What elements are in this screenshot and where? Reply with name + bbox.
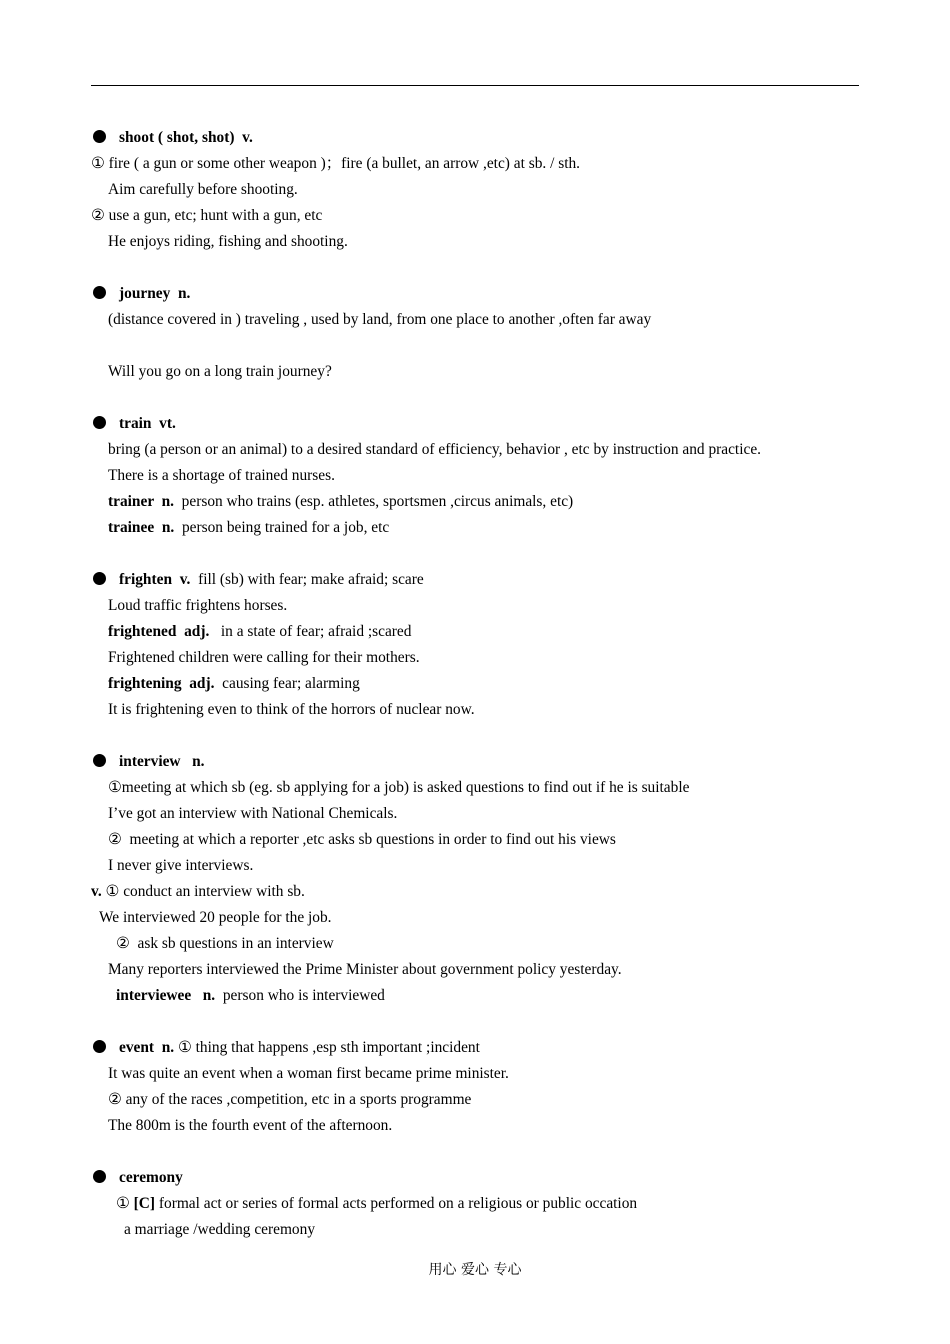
trainee-word: trainee n. (108, 519, 175, 536)
entry-interview-sense-1: ①meeting at which sb (eg. sb applying for a job) is asked questions to find out if he is suitable (108, 779, 690, 796)
entry-trainee (108, 518, 389, 538)
verb-label: v. (91, 883, 102, 900)
entry-interview-verb-example-1: We interviewed 20 people for the job. (99, 909, 332, 926)
page-footer: 用心 爱心 专心 (428, 1262, 522, 1278)
entry-journey-example: Will you go on a long train journey? (108, 363, 332, 380)
entry-interview-verb-sense-2: ② ask sb questions in an interview (116, 935, 334, 952)
countable-tag: [C] (133, 1195, 156, 1212)
entry-ceremony-sense-1: ① [C] formal act or series of formal acts performed on a religious or public occation (116, 1195, 638, 1212)
entry-interview-headword: interview n. (91, 752, 205, 772)
trainer-word: trainer n. (108, 493, 174, 510)
entry-train-example: There is a shortage of trained nurses. (108, 467, 335, 484)
entry-frighten-headword: frighten v. fill (sb) with fear; make afraid; scare (91, 570, 424, 590)
entry-interview-verb-example-2: Many reporters interviewed the Prime Minister about government policy yesterday. (108, 961, 622, 978)
entry-interview-example-1: I’ve got an interview with National Chemicals. (108, 805, 398, 822)
entry-ceremony-example-1: a marriage /wedding ceremony (124, 1221, 316, 1238)
entry-journey-definition: (distance covered in ) traveling , used by land, from one place to another ,often far away (108, 311, 652, 328)
entry-shoot-example-2: He enjoys riding, fishing and shooting. (108, 233, 348, 250)
entry-interview-sense-2: ② meeting at which a reporter ,etc asks sb questions in order to find out his views (108, 831, 616, 848)
bullet-icon (93, 416, 106, 429)
entry-shoot-sense-1: ① fire ( a gun or some other weapon )；fire (a bullet, an arrow ,etc) at sb. / sth. (91, 155, 581, 172)
entry-event-headword: event n. ① thing that happens ,esp sth important ;incident (91, 1038, 480, 1058)
entry-frightening (108, 674, 360, 694)
bullet-icon (93, 754, 106, 767)
entry-frighten-example: Loud traffic frightens horses. (108, 597, 288, 614)
entry-frightened (108, 622, 411, 642)
bullet-icon (93, 572, 106, 585)
frightening-definition: causing fear; alarming (214, 675, 360, 692)
frightening-word: frightening adj. (108, 675, 215, 692)
entry-event-example-1: It was quite an event when a woman first became prime minister. (108, 1065, 509, 1082)
entry-shoot-example-1: Aim carefully before shooting. (108, 181, 298, 198)
entry-frightened-example: Frightened children were calling for their mothers. (108, 649, 420, 666)
entry-train-definition: bring (a person or an animal) to a desired standard of efficiency, behavior , etc by instruction and practice. (108, 441, 761, 458)
entry-event-example-2: The 800m is the fourth event of the afternoon. (108, 1117, 393, 1134)
entry-frightening-example: It is frightening even to think of the horrors of nuclear now. (108, 701, 475, 718)
trainee-definition: person being trained for a job, etc (174, 519, 390, 536)
bullet-icon (93, 1040, 106, 1053)
entry-ceremony-headword: ceremony (91, 1168, 183, 1188)
interviewee-word: interviewee n. (116, 987, 216, 1004)
entry-shoot-sense-2: ② use a gun, etc; hunt with a gun, etc (91, 207, 323, 224)
entry-journey-headword: journey n. (91, 284, 190, 304)
entry-train-headword: train vt. (91, 414, 176, 434)
entry-trainer (108, 492, 573, 512)
bullet-icon (93, 130, 106, 143)
bullet-icon (93, 1170, 106, 1183)
entry-shoot-headword: shoot ( shot, shot) v. (91, 128, 253, 148)
trainer-definition: person who trains (esp. athletes, sportsmen ,circus animals, etc) (173, 493, 574, 510)
entry-event-sense-2: ② any of the races ,competition, etc in a sports programme (108, 1091, 472, 1108)
frightened-word: frightened adj. (108, 623, 210, 640)
header-rule (91, 85, 859, 86)
bullet-icon (93, 286, 106, 299)
frightened-definition: in a state of fear; afraid ;scared (209, 623, 412, 640)
entry-interview-verb-sense-1: v. ① conduct an interview with sb. (91, 883, 305, 900)
interviewee-definition: person who is interviewed (215, 987, 385, 1004)
entry-interviewee (116, 986, 385, 1006)
entry-interview-example-2: I never give interviews. (108, 857, 254, 874)
